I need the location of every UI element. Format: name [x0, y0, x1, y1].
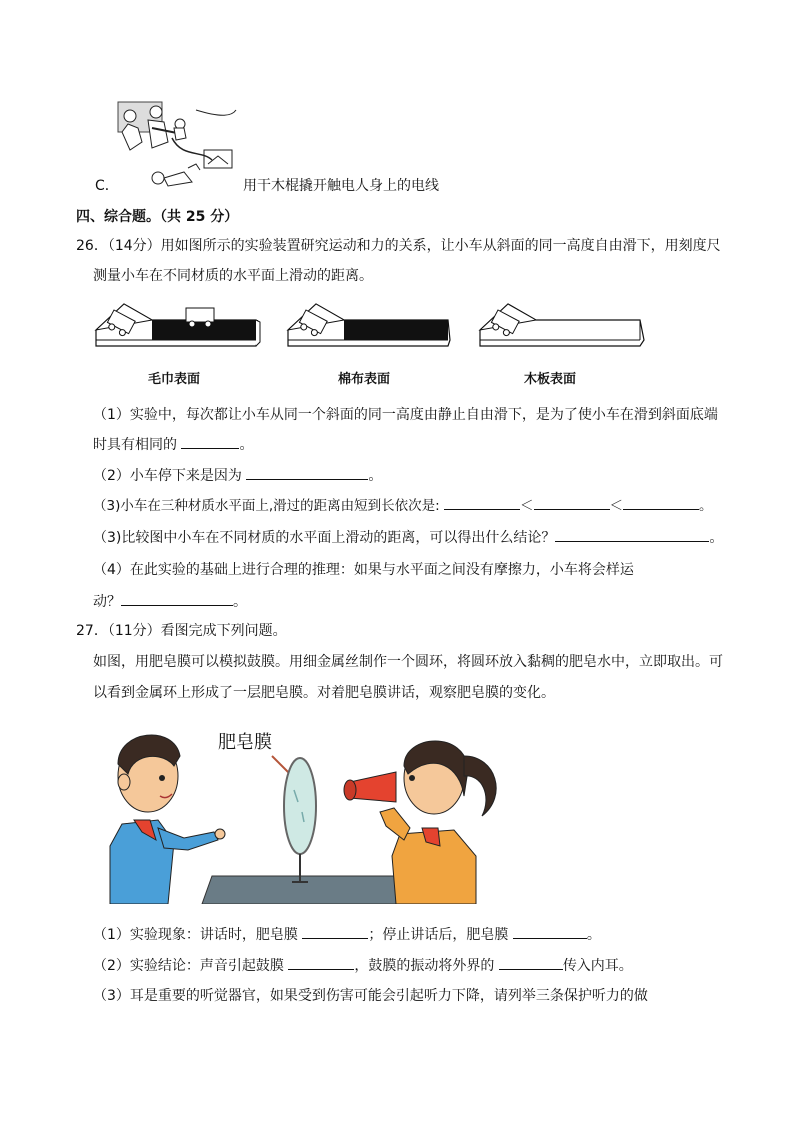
blank-q26-3a[interactable] — [444, 495, 520, 510]
blank-q27-1a[interactable] — [302, 924, 368, 939]
blank-q26-5[interactable] — [121, 591, 233, 606]
caption-cotton: 棉布表面 — [338, 372, 391, 387]
q27-sub1: （1）实验现象：讲话时，肥皂膜 ；停止讲话后，肥皂膜 。 — [93, 924, 601, 945]
blank-q27-2b[interactable] — [499, 955, 563, 970]
ramp-wood — [480, 304, 644, 346]
caption-wood: 木板表面 — [524, 372, 577, 387]
section-4-heading: 四、综合题。（共 25 分） — [76, 209, 239, 225]
boy-illustration — [110, 735, 225, 904]
q26-sub1-line1: （1）实验中，每次都让小车从同一个斜面的同一高度由静止自由滑下，是为了使小车在滑到斜面底端 — [93, 407, 718, 423]
q26-sub2: （2）小车停下来是因为 。 — [93, 465, 382, 486]
option-c-text: 用干木棍撬开触电人身上的电线 — [243, 178, 439, 194]
ramp-towel — [96, 304, 260, 346]
q27-sub2: （2）实验结论：声音引起鼓膜 ，鼓膜的振动将外界的 传入内耳。 — [93, 955, 633, 976]
soap-film-label: 肥皂膜 — [218, 732, 272, 753]
caption-towel: 毛巾表面 — [148, 372, 201, 387]
blank-q26-4[interactable] — [555, 527, 709, 542]
q26-sub1-line2: 时具有相同的 。 — [93, 434, 253, 455]
q26-sub5-line2: 动？ 。 — [93, 591, 247, 612]
q26-intro-line1: 26．（14分）用如图所示的实验装置研究运动和力的关系，让小车从斜面的同一高度自由滑下，用刻度尺 — [76, 238, 721, 254]
ramp-cotton — [288, 304, 450, 346]
q26-sub3: （3)小车在三种材质水平面上,滑过的距离由短到长依次是: ＜ ＜ 。 — [93, 495, 713, 516]
blank-q27-2a[interactable] — [288, 955, 354, 970]
blank-q26-1[interactable] — [181, 434, 239, 449]
q26-sub4: （3)比较图中小车在不同材质的水平面上滑动的距离，可以得出什么结论？ 。 — [93, 527, 723, 548]
q26-sub5-line1: （4）在此实验的基础上进行合理的推理：如果与水平面之间没有摩擦力，小车将会样运 — [93, 562, 634, 578]
option-c-letter: C． — [95, 178, 119, 194]
q27-soap-film-figure — [104, 716, 524, 904]
q26-experiment-figure — [94, 300, 660, 356]
blank-q26-2[interactable] — [246, 465, 368, 480]
q27-intro-line1: 如图，用肥皂膜可以模拟鼓膜。用细金属丝制作一个圆环，将圆环放入黏稠的肥皂水中，立即取出。可 — [93, 654, 723, 670]
option-c-illustration — [112, 98, 240, 190]
blank-q26-3c[interactable] — [623, 495, 699, 510]
q27-intro-line2: 以看到金属环上形成了一层肥皂膜。对着肥皂膜讲话，观察肥皂膜的变化。 — [93, 685, 555, 701]
q27-sub3: （3）耳是重要的听觉器官，如果受到伤害可能会引起听力下降，请列举三条保护听力的做 — [93, 988, 648, 1004]
blank-q27-1b[interactable] — [513, 924, 587, 939]
blank-q26-3b[interactable] — [534, 495, 610, 510]
q26-intro-line2: 测量小车在不同材质的水平面上滑动的距离。 — [93, 268, 373, 284]
option-c — [95, 176, 439, 196]
q27-title: 27．（11分）看图完成下列问题。 — [76, 623, 287, 639]
